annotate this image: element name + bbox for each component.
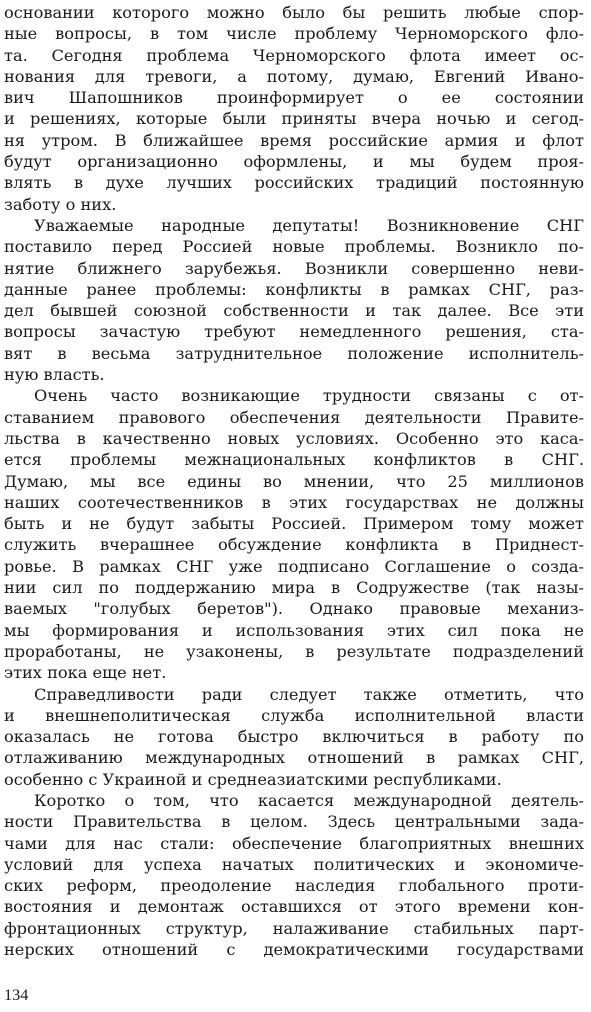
text-line: ня утром. В ближайшее время российские армия и флот — [4, 130, 584, 150]
text-line: нования для тревоги, а потому, думаю, Евгений Ивано- — [4, 66, 584, 86]
text-line: льства в качественно новых условиях. Особенно это каса- — [4, 428, 584, 448]
text-line: дел бывшей союзной собственности и так далее. Все эти — [4, 301, 584, 321]
text-line: Уважаемые народные депутаты! Возникновение СНГ — [34, 215, 584, 235]
text-line: ских реформ, преодоление наследия глобального проти- — [4, 876, 584, 896]
text-line: Очень часто возникающие трудности связаны с от- — [34, 386, 584, 406]
body-text — [4, 2, 584, 960]
text-line: заботу о них. — [4, 194, 117, 214]
text-line: ставанием правового обеспечения деятельности Правите- — [4, 407, 584, 427]
text-line: Справедливости ради следует также отметить, что — [34, 684, 584, 704]
text-line: будут организационно оформлены, и мы будем проя- — [4, 152, 584, 172]
text-line: ровье. В рамках СНГ уже подписано Соглашение о созда- — [4, 556, 584, 576]
text-line: и решениях, которые были приняты вчера ночью и сегод- — [4, 109, 584, 129]
page-number: 134 — [4, 986, 29, 1004]
text-line: условий для успеха начатых политических и экономиче- — [4, 854, 584, 874]
text-line: ные вопросы, в том числе проблему Черноморского фло- — [4, 24, 584, 44]
text-line: вопросы зачастую требуют немедленного решения, ста- — [4, 322, 584, 342]
text-line: влять в духе лучших российских традиций постоянную — [4, 173, 584, 193]
text-line: нии сил по поддержанию мира в Содружестве (так назы- — [4, 578, 584, 598]
text-line: данные ранее проблемы: конфликты в рамках СНГ, раз- — [4, 279, 584, 299]
text-line: вят в весьма затруднительное положение исполнитель- — [4, 343, 584, 363]
text-line: наших соотечественников в этих государствах не должны — [4, 492, 584, 512]
text-line: быть и не будут забыты Россией. Примером тому может — [4, 514, 584, 534]
text-line: основании которого можно было бы решить любые спор- — [4, 3, 584, 22]
text-line: вич Шапошников проинформирует о ее состоянии — [4, 88, 584, 108]
text-line: отлаживанию международных отношений в рамках СНГ, — [4, 748, 584, 768]
text-line: особенно с Украиной и среднеазиатскими республиками. — [4, 769, 502, 789]
text-line: ности Правительства в целом. Здесь центральными зада- — [4, 812, 584, 832]
text-line: фронтационных структур, налаживание стабильных парт- — [4, 918, 584, 938]
text-line: та. Сегодня проблема Черноморского флота имеет ос- — [4, 45, 584, 65]
text-line: мы формирования и использования этих сил пока не — [4, 620, 584, 640]
text-line: ваемых "голубых беретов"). Однако правовые механиз- — [4, 599, 584, 619]
text-line: нятие ближнего зарубежья. Возникли совершенно неви- — [4, 258, 584, 278]
text-line: ется проблемы межнациональных конфликтов в СНГ. — [4, 450, 584, 470]
text-line: Думаю, мы все едины во мнении, что 25 миллионов — [4, 471, 584, 491]
text-line: служить вчерашнее обсуждение конфликта в Приднест- — [4, 535, 584, 555]
text-line: и внешнеполитическая служба исполнительной власти — [4, 705, 584, 725]
text-line: востояния и демонтаж оставшихся от этого времени кон- — [4, 897, 584, 917]
text-line: Коротко о том, что касается международной деятель- — [34, 790, 584, 810]
text-line: ную власть. — [4, 365, 105, 385]
text-line: этих пока еще нет. — [4, 663, 167, 683]
text-line: поставило перед Россией новые проблемы. Возникло по- — [4, 237, 584, 257]
text-line: оказалась не готова быстро включиться в работу по — [4, 727, 584, 747]
text-line: проработаны, не узаконены, в результате подразделений — [4, 641, 584, 661]
text-line: нерских отношений с демократическими государствами — [4, 940, 584, 960]
text-line: чами для нас стали: обеспечение благоприятных внешних — [4, 833, 584, 853]
